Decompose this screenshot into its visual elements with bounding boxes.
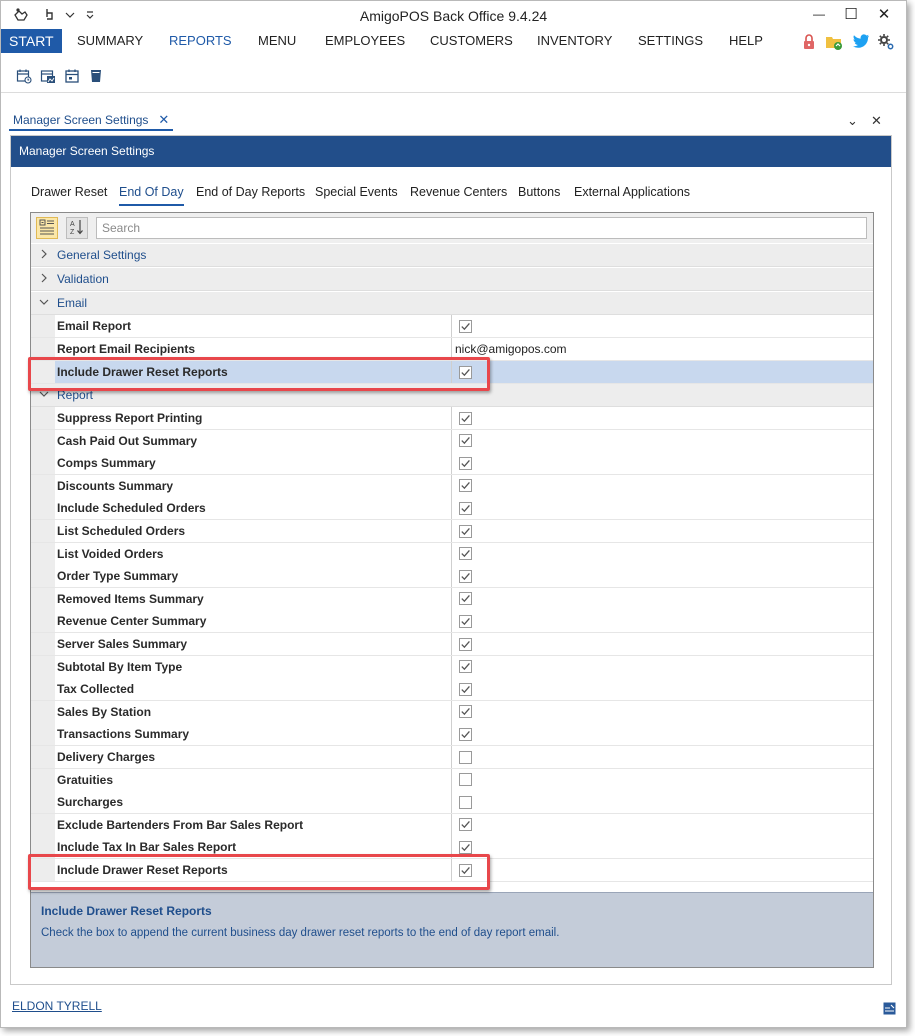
highlight-box-email-row: [28, 357, 490, 391]
property-name: Comps Summary: [55, 452, 452, 474]
property-value[interactable]: [452, 565, 873, 587]
checkbox-checked[interactable]: [459, 320, 472, 333]
menu-customers[interactable]: CUSTOMERS: [430, 33, 513, 48]
tab-dropdown-icon[interactable]: ⌄: [847, 113, 858, 128]
property-row[interactable]: [31, 723, 873, 746]
row-gutter: [31, 678, 55, 700]
ribbon-toolbar: [1, 61, 906, 93]
property-row[interactable]: [31, 678, 873, 701]
menu-reports[interactable]: REPORTS: [169, 33, 232, 48]
minimize-button[interactable]: —: [813, 7, 825, 21]
tab-end-of-day[interactable]: End Of Day: [119, 184, 184, 206]
row-gutter: [31, 315, 55, 337]
property-name: Tax Collected: [55, 678, 452, 700]
tab-drawer-reset[interactable]: Drawer Reset: [31, 185, 108, 199]
property-name: Include Tax In Bar Sales Report: [55, 836, 452, 858]
checkbox-checked[interactable]: [459, 818, 472, 831]
category-validation[interactable]: [31, 268, 873, 291]
calendar-picture-icon[interactable]: [40, 68, 56, 84]
cup-icon[interactable]: [88, 68, 104, 84]
property-value[interactable]: [452, 769, 873, 791]
property-name: Delivery Charges: [55, 746, 452, 768]
window-title: AmigoPOS Back Office 9.4.24: [359, 8, 548, 24]
row-gutter: [31, 723, 55, 745]
property-name: Cash Paid Out Summary: [55, 430, 452, 452]
checkbox-checked[interactable]: [459, 728, 472, 741]
row-gutter: [31, 407, 55, 429]
property-name: Server Sales Summary: [55, 633, 452, 655]
property-value[interactable]: [452, 746, 873, 768]
document-tab-label: Manager Screen Settings: [13, 113, 149, 127]
property-value[interactable]: [452, 814, 873, 836]
calendar-clock-icon[interactable]: [16, 68, 32, 84]
checkbox-checked[interactable]: [459, 660, 472, 673]
menu-employees[interactable]: EMPLOYEES: [325, 33, 406, 48]
menu-bar: [1, 29, 906, 53]
property-name: Include Drawer Reset Reports: [55, 361, 452, 383]
checkbox-unchecked[interactable]: [459, 773, 472, 786]
tab-buttons[interactable]: Buttons: [518, 185, 561, 199]
search-input[interactable]: [96, 217, 867, 239]
row-gutter: [31, 791, 55, 813]
document-tab[interactable]: [9, 111, 173, 131]
checkbox-checked[interactable]: [459, 412, 472, 425]
property-value[interactable]: [452, 859, 873, 881]
property-name: Email Report: [55, 315, 452, 337]
category-label: Report: [57, 388, 94, 402]
sort-az-icon: [69, 218, 85, 239]
property-row[interactable]: [31, 452, 873, 475]
tab-special-events[interactable]: Special Events: [315, 185, 398, 199]
property-value[interactable]: [452, 791, 873, 813]
property-value[interactable]: [452, 315, 873, 337]
property-value[interactable]: [452, 475, 873, 497]
checkbox-checked[interactable]: [459, 615, 472, 628]
property-name: Exclude Bartenders From Bar Sales Report: [55, 814, 452, 836]
checkbox-checked[interactable]: [459, 434, 472, 447]
tab-revenue-centers[interactable]: Revenue Centers: [410, 185, 508, 199]
row-gutter: [31, 814, 55, 836]
property-row[interactable]: [31, 610, 873, 633]
property-name: Report Email Recipients: [55, 338, 452, 360]
row-gutter: [31, 588, 55, 610]
property-name: Subtotal By Item Type: [55, 656, 452, 678]
status-icon: [883, 1002, 896, 1015]
description-pane: [31, 892, 873, 967]
row-gutter: [31, 656, 55, 678]
property-row[interactable]: [31, 407, 873, 430]
property-name: Sales By Station: [55, 701, 452, 723]
menu-start[interactable]: START: [1, 29, 62, 53]
property-name: Transactions Summary: [55, 723, 452, 745]
twitter-icon[interactable]: [852, 33, 870, 51]
property-row[interactable]: [31, 520, 873, 543]
property-value[interactable]: [452, 836, 873, 858]
close-tab-icon[interactable]: ✕: [158, 112, 170, 127]
property-value[interactable]: [452, 361, 873, 383]
checkbox-checked[interactable]: [459, 457, 472, 470]
menu-settings[interactable]: SETTINGS: [638, 33, 704, 48]
menu-summary[interactable]: SUMMARY: [77, 33, 144, 48]
current-user-link[interactable]: ELDON TYRELL: [12, 999, 102, 1013]
maximize-button[interactable]: ☐: [844, 6, 858, 23]
menu-help[interactable]: HELP: [729, 33, 763, 48]
chevron-right-icon[interactable]: [31, 249, 57, 262]
description-title: Include Drawer Reset Reports: [41, 904, 212, 918]
property-name: Order Type Summary: [55, 565, 452, 587]
row-gutter: [31, 430, 55, 452]
svg-text:Z: Z: [70, 228, 75, 236]
settings-gear-icon[interactable]: [877, 33, 895, 51]
property-row[interactable]: [31, 430, 873, 453]
property-value[interactable]: [452, 588, 873, 610]
property-value[interactable]: [452, 430, 873, 452]
category-label: General Settings: [57, 248, 147, 262]
property-value[interactable]: [452, 452, 873, 474]
property-row[interactable]: [31, 769, 873, 792]
checkbox-checked[interactable]: [459, 592, 472, 605]
checkbox-checked[interactable]: [459, 705, 472, 718]
row-gutter: [31, 565, 55, 587]
property-name: Discounts Summary: [55, 475, 452, 497]
property-row[interactable]: [31, 588, 873, 611]
checkbox-checked[interactable]: [459, 525, 472, 538]
property-row[interactable]: [31, 565, 873, 588]
checkbox-checked[interactable]: [459, 841, 472, 854]
lock-icon[interactable]: [801, 33, 819, 51]
property-row[interactable]: [31, 746, 873, 769]
property-name: Suppress Report Printing: [55, 407, 452, 429]
property-row[interactable]: [31, 633, 873, 656]
category-label: Validation: [57, 272, 109, 286]
property-value[interactable]: [452, 520, 873, 542]
property-value[interactable]: [452, 543, 873, 565]
checkbox-checked[interactable]: [459, 570, 472, 583]
row-gutter: [31, 633, 55, 655]
property-name: Surcharges: [55, 791, 452, 813]
description-text: Check the box to append the current business day drawer reset reports to the end of day report email.: [41, 927, 560, 939]
calendar-icon[interactable]: [64, 68, 80, 84]
property-row[interactable]: [31, 497, 873, 520]
property-row[interactable]: [31, 656, 873, 679]
property-name: Include Drawer Reset Reports: [55, 859, 452, 881]
property-value[interactable]: [452, 656, 873, 678]
menu-inventory[interactable]: INVENTORY: [537, 33, 613, 48]
checkbox-checked[interactable]: [459, 547, 472, 560]
grid-toolbar: [31, 213, 873, 243]
property-row[interactable]: [31, 315, 873, 338]
property-row[interactable]: [31, 814, 873, 837]
property-name: Removed Items Summary: [55, 588, 452, 610]
row-gutter: [31, 452, 55, 474]
property-text-value[interactable]: nick@amigopos.com: [455, 342, 567, 356]
categorized-icon: [39, 219, 55, 238]
property-row[interactable]: [31, 543, 873, 566]
checkbox-checked[interactable]: [459, 683, 472, 696]
category-general-settings[interactable]: [31, 244, 873, 267]
property-row[interactable]: [31, 475, 873, 498]
category-email[interactable]: [31, 292, 873, 315]
property-value[interactable]: [452, 338, 873, 360]
row-gutter: [31, 746, 55, 768]
property-value[interactable]: [452, 497, 873, 519]
row-gutter: [31, 475, 55, 497]
categorized-view-button[interactable]: [36, 217, 58, 239]
menu-menu[interactable]: MENU: [258, 33, 297, 48]
property-row[interactable]: [31, 791, 873, 814]
checkbox-checked[interactable]: [459, 479, 472, 492]
folder-sync-icon[interactable]: [825, 33, 843, 51]
title-bar: [1, 1, 906, 29]
panel-title: Manager Screen Settings: [11, 136, 891, 167]
row-gutter: [31, 769, 55, 791]
property-value[interactable]: [452, 723, 873, 745]
property-name: Gratuities: [55, 769, 452, 791]
checkbox-checked[interactable]: [459, 502, 472, 515]
property-value[interactable]: [452, 407, 873, 429]
row-gutter: [31, 520, 55, 542]
property-row[interactable]: [31, 701, 873, 724]
tab-end-of-day-reports[interactable]: End of Day Reports: [196, 185, 306, 199]
close-panel-icon[interactable]: ✕: [871, 113, 882, 128]
property-name: List Voided Orders: [55, 543, 452, 565]
alphabetical-view-button[interactable]: [66, 217, 88, 239]
category-label: Email: [57, 296, 88, 310]
checkbox-unchecked[interactable]: [459, 796, 472, 809]
property-value[interactable]: [452, 701, 873, 723]
row-gutter: [31, 497, 55, 519]
property-name: List Scheduled Orders: [55, 520, 452, 542]
checkbox-unchecked[interactable]: [459, 751, 472, 764]
property-name: Revenue Center Summary: [55, 610, 452, 632]
row-gutter: [31, 701, 55, 723]
tab-external-applications[interactable]: External Applications: [574, 185, 691, 199]
checkbox-checked[interactable]: [459, 638, 472, 651]
row-gutter: [31, 543, 55, 565]
property-value[interactable]: [452, 610, 873, 632]
property-name: Include Scheduled Orders: [55, 497, 452, 519]
close-button[interactable]: ✕: [877, 6, 891, 23]
highlight-box-report-row: [28, 854, 490, 890]
svg-text:A: A: [70, 220, 75, 228]
property-value[interactable]: [452, 678, 873, 700]
property-value[interactable]: [452, 633, 873, 655]
chevron-down-icon[interactable]: [31, 390, 57, 401]
chevron-down-icon[interactable]: [31, 298, 57, 309]
row-gutter: [31, 610, 55, 632]
chevron-right-icon[interactable]: [31, 273, 57, 286]
